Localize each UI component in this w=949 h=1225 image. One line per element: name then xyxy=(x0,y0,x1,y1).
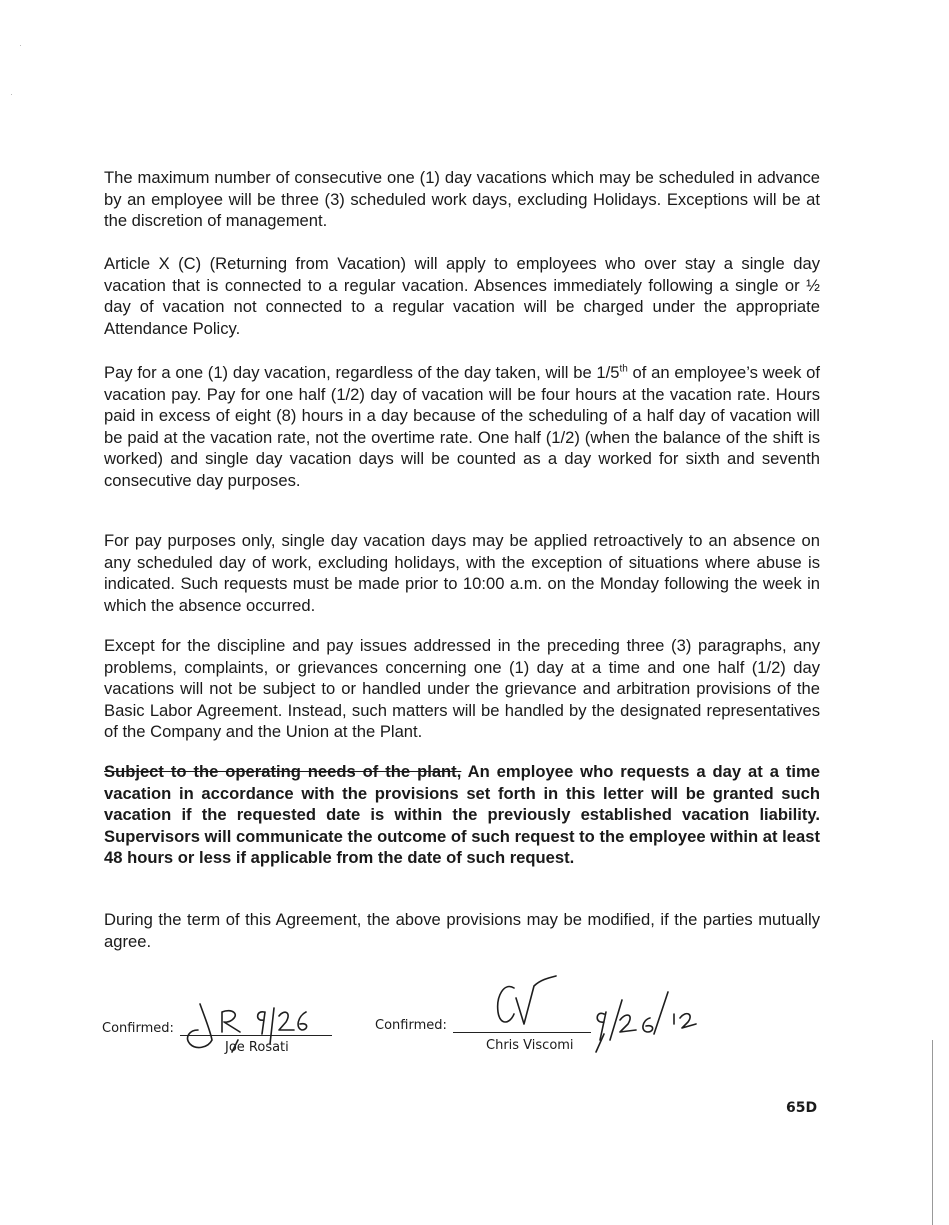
vacation-pay-text-a: Pay for a one (1) day vacation, regardless of the day taken, will be 1/5 xyxy=(104,363,620,382)
superscript-th: th xyxy=(619,363,628,375)
scan-dust xyxy=(11,94,12,95)
confirmed-label-left: Confirmed: xyxy=(102,1021,174,1036)
signer-name-left: Joe Rosati xyxy=(225,1040,289,1055)
vacation-pay-text-b: of an employee’s week of vacation pay. Pay for one half (1/2) day of vacation will be four hours at the vacation rate. Hours paid in excess of eight (8) hours in a day because of the scheduling of a half day of vacation will be paid at the vacation rate, not the overtime rate. One half (1/2) (when the balance of the shift is worked) and single day vacation days will be counted as a day worked for sixth and seventh consecutive day purposes. xyxy=(104,363,820,490)
struck-text: Subject to the operating needs of the plant, xyxy=(104,762,462,781)
paragraph-vacation-requests xyxy=(104,761,820,869)
paragraph-returning-from-vacation: Article X (C) (Returning from Vacation) will apply to employees who over stay a single day vacation that is connected to a regular vacation. Absences immediately following a single or ½ day of vacation not connected to a regular vacation will be charged under the appropriate Attendance Policy. xyxy=(104,254,820,338)
scan-edge-artifact xyxy=(932,1040,933,1225)
signer-name-right: Chris Viscomi xyxy=(486,1038,574,1053)
page-number: 65D xyxy=(786,1100,818,1116)
paragraph-vacation-pay xyxy=(104,362,820,491)
scan-dust xyxy=(20,45,21,46)
vacation-request-text: An employee who requests a day at a time vacation in accordance with the provisions set forth in this letter will be granted such vacation if the requested date is within the previously established vacation liability. Supervisors will communicate the outcome of such request to the employee within at least 48 hours or less if applicable from the date of such request. xyxy=(104,762,820,867)
paragraph-consecutive-vacations: The maximum number of consecutive one (1) day vacations which may be scheduled in advance by an employee will be three (3) scheduled work days, excluding Holidays. Exceptions will be at the discretion of management. xyxy=(104,168,820,230)
confirmed-label-right: Confirmed: xyxy=(375,1018,447,1033)
paragraph-pay-purposes: For pay purposes only, single day vacation days may be applied retroactively to an absence on any scheduled day of work, excluding holidays, with the exception of situations where abuse is indicated. Such requests must be made prior to 10:00 a.m. on the Monday following the week in which the absence occurred. xyxy=(104,531,820,615)
paragraph-grievances: Except for the discipline and pay issues addressed in the preceding three (3) paragraphs, any problems, complaints, or grievances concerning one (1) day at a time and one half (1/2) day vacations will not be subject to or handled under the grievance and arbitration provisions of the Basic Labor Agreement. Instead, such matters will be handled by the designated representatives of the Company and the Union at the Plant. xyxy=(104,636,820,741)
signature-line-left xyxy=(180,1035,332,1036)
signature-line-right xyxy=(453,1032,591,1033)
paragraph-modification: During the term of this Agreement, the above provisions may be modified, if the parties mutually agree. xyxy=(104,910,820,951)
